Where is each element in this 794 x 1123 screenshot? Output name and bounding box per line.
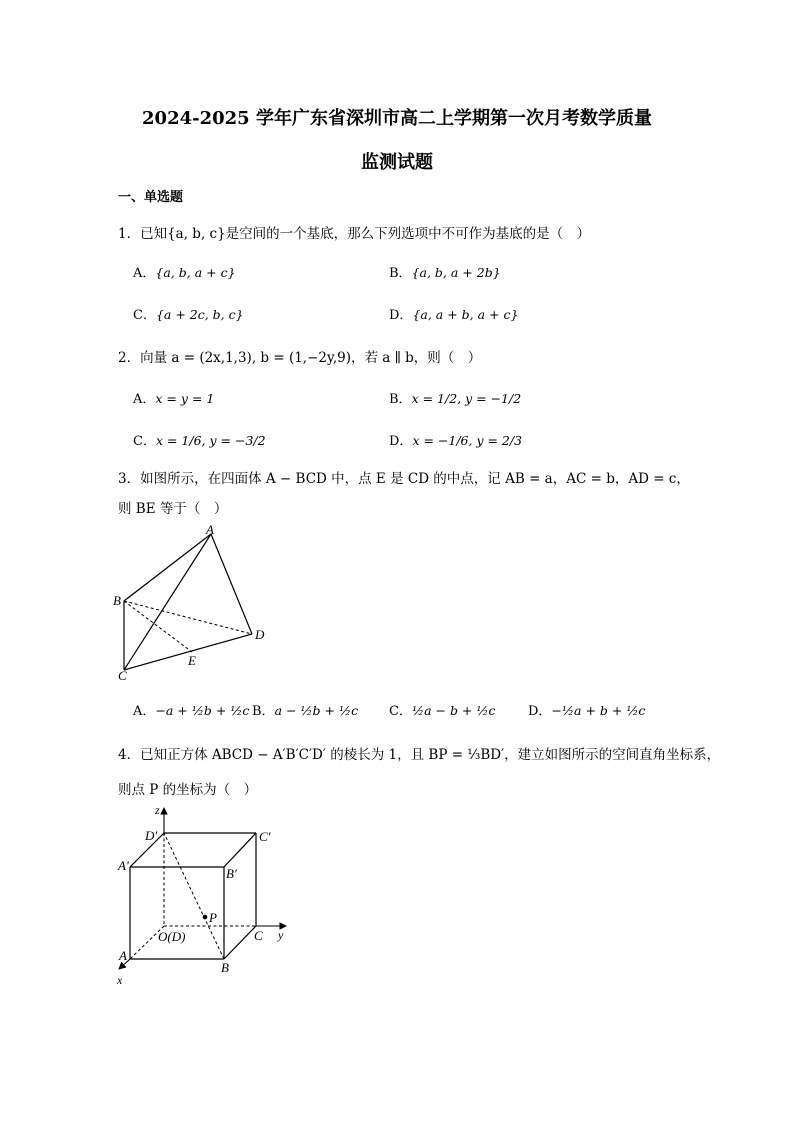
edge-cp-bp [224,833,256,867]
q1-option-d[interactable] [389,304,518,323]
option-expr: x = 1/2, y = −1/2 [411,391,522,406]
option-label: B． [389,392,412,407]
page-title: 2024-2025 学年广东省深圳市高二上学期第一次月考数学质量 [142,108,652,129]
label-p: P [209,910,217,925]
option-label: D． [389,434,413,449]
option-label: C． [133,434,156,449]
label-bp: B′ [226,866,237,881]
question-2-stem: 2．向量 a = (2x,1,3), b = (1,−2y,9)，若 a ∥ b，则（ ） [118,350,482,366]
label-c: C [254,928,263,943]
q2-option-b[interactable] [389,388,521,407]
label-c: C [118,668,127,682]
point-p [203,915,208,920]
option-expr: x = y = 1 [155,391,215,406]
option-label: D． [389,308,413,323]
label-dp: D′ [145,828,158,843]
edge-b-c [224,926,256,959]
edge-ab [124,534,211,601]
q3-option-c[interactable] [389,700,495,719]
label-a: A [119,948,127,963]
label-cp: C′ [259,829,271,844]
tetrahedron-figure [110,524,280,682]
label-b: B [221,960,229,975]
option-expr: {a + 2c, b, c} [155,307,244,322]
label-x: x [117,973,123,987]
q2-option-a[interactable] [133,388,214,407]
option-expr: −a + ½b + ½c [155,703,250,718]
label-e: E [188,653,196,668]
option-expr: −½a + b + ½c [551,703,646,718]
label-d: D [255,627,265,642]
q2-option-c[interactable] [133,430,266,449]
q1-option-c[interactable] [133,304,244,323]
option-expr: x = 1/6, y = −3/2 [155,433,266,448]
question-4-stem-2: 则点 P 的坐标为（ ） [118,782,258,798]
cube-figure [108,798,298,988]
option-label: C． [389,704,412,719]
option-label: B． [252,704,275,719]
label-b: B [113,593,121,608]
label-ap: A′ [118,858,129,873]
option-label: D． [528,704,552,719]
option-label: A． [133,704,156,719]
q1-option-b[interactable] [389,262,501,281]
option-label: A． [133,392,156,407]
q3-option-b[interactable] [252,700,358,719]
edge-ad [211,534,252,634]
option-expr: ½a − b + ½c [411,703,496,718]
question-3-stem: 3．如图所示，在四面体 A − BCD 中，点 E 是 CD 的中点，记 AB = a，AC = b，AD = c， [118,471,690,487]
option-label: C． [133,308,156,323]
segment-be [124,601,192,652]
q3-option-d[interactable] [528,700,645,719]
section-heading: 一、单选题 [118,190,184,205]
question-4-stem: 4．已知正方体 ABCD − A′B′C′D′ 的棱长为 1，且 BP = ⅓BD′，建立如图所示的空间直角坐标系， [118,747,721,763]
question-1-stem: 1．已知{a, b, c}是空间的一个基底，那么下列选项中不可作为基底的是（ ） [118,226,591,242]
question-3-stem-2: 则 BE 等于（ ） [118,501,228,517]
q2-option-d[interactable] [389,430,522,449]
option-expr: {a, a + b, a + c} [412,307,519,322]
label-o: O(D) [158,929,186,944]
q3-option-a[interactable] [133,700,249,719]
q1-option-a[interactable] [133,262,236,281]
label-a: A [206,524,214,537]
option-expr: {a, b, a + c} [155,265,236,280]
option-expr: x = −1/6, y = 2/3 [412,433,523,448]
option-expr: {a, b, a + 2b} [411,265,501,280]
edge-bd-hidden [124,601,252,634]
label-z: z [155,803,160,817]
label-y: y [278,928,284,942]
option-label: B． [389,266,412,281]
option-expr: a − ½b + ½c [274,703,359,718]
option-label: A． [133,266,156,281]
page-title-line2: 监测试题 [361,152,433,173]
